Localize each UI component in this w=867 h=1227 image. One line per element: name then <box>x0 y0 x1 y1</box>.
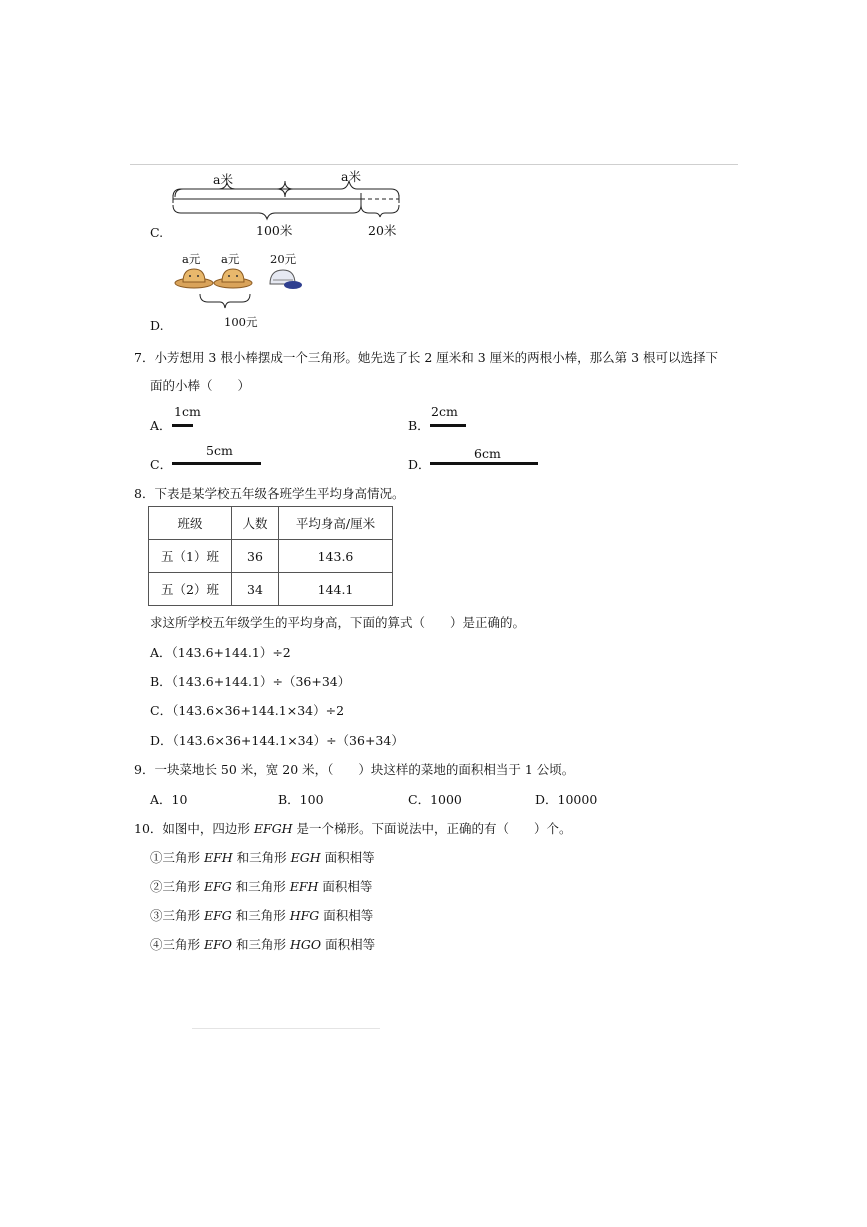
stick-1cm <box>172 424 193 427</box>
stick-6cm <box>430 462 538 465</box>
triangle-name: EFH <box>203 850 233 865</box>
statement-mid: 和三角形 <box>231 879 290 894</box>
total-brace <box>196 292 256 312</box>
triangle-name: EGH <box>290 850 321 865</box>
q10-statement <box>150 906 373 924</box>
q9-option-d[interactable]: D．10000 <box>535 792 598 807</box>
stick-5cm <box>172 462 261 465</box>
q8-option-d[interactable]: D．（143.6×36+144.1×34）÷（36+34） <box>150 733 404 748</box>
q10-statement <box>150 848 375 866</box>
table-cell: 36 <box>232 540 279 573</box>
bottom-label-1: 100米 <box>256 223 293 238</box>
statement-mid: 和三角形 <box>232 850 291 865</box>
header-cell: 班级 <box>149 507 232 540</box>
triangle-name: EFH <box>289 879 319 894</box>
q7-option-b-letter[interactable]: B． <box>408 418 430 433</box>
footer-rule <box>192 1028 380 1029</box>
top-label-2: a米 <box>341 169 361 184</box>
statement-prefix: ①三角形 <box>150 850 204 865</box>
q10-shape-name: EFGH <box>253 821 293 836</box>
triangle-name: EFO <box>203 937 233 952</box>
header-cell: 人数 <box>232 507 279 540</box>
top-label-1: a米 <box>213 172 233 187</box>
q10-stem-suffix: 是一个梯形。下面说法中，正确的有（ ）个。 <box>292 821 572 836</box>
table-cell: 143.6 <box>279 540 393 573</box>
table-header-row <box>149 507 393 540</box>
statement-prefix: ③三角形 <box>150 908 204 923</box>
triangle-name: EFG <box>203 908 232 923</box>
q7-stem-line1: 7．小芳想用 3 根小棒摆成一个三角形。她先选了长 2 厘米和 3 厘米的两根小棒，那么第 3 根可以选择下 <box>134 350 719 365</box>
table-row <box>149 573 393 606</box>
statement-mid: 和三角形 <box>232 937 290 952</box>
q9-option-a[interactable]: A．10 <box>150 792 188 807</box>
table-cell: 五（2）班 <box>149 573 232 606</box>
statement-end: 面积相等 <box>321 937 376 952</box>
stick-2cm <box>430 424 466 427</box>
q9-option-c[interactable]: C．1000 <box>408 792 462 807</box>
bottom-label-2: 20米 <box>368 223 397 238</box>
q9-stem: 9．一块菜地长 50 米，宽 20 米，（ ）块这样的菜地的面积相当于 1 公顷。 <box>134 762 575 777</box>
hat-icon <box>174 266 214 290</box>
triangle-name: EFG <box>203 879 232 894</box>
q8-option-a[interactable]: A．（143.6+144.1）÷2 <box>150 645 291 660</box>
statement-end: 面积相等 <box>318 879 373 894</box>
triangle-name: HGO <box>289 937 322 952</box>
total-label: 100元 <box>224 315 258 329</box>
statement-mid: 和三角形 <box>231 908 290 923</box>
statement-prefix: ④三角形 <box>150 937 204 952</box>
q8-stem: 8．下表是某学校五年级各班学生平均身高情况。 <box>134 486 405 501</box>
q9-option-b[interactable]: B．100 <box>278 792 324 807</box>
option-c-letter: C. <box>150 225 164 240</box>
statement-end: 面积相等 <box>319 908 374 923</box>
q7-option-d-letter[interactable]: D． <box>408 457 431 472</box>
q10-statement <box>150 877 372 895</box>
price-label-2: a元 <box>221 252 240 266</box>
q7-stem-line2: 面的小棒（ ） <box>150 378 251 393</box>
header-cell: 平均身高/厘米 <box>279 507 393 540</box>
q8-option-b[interactable]: B．（143.6+144.1）÷（36+34） <box>150 674 351 689</box>
option-d-letter: D. <box>150 318 164 333</box>
triangle-name: HFG <box>289 908 320 923</box>
statement-end: 面积相等 <box>320 850 375 865</box>
table-cell: 五（1）班 <box>149 540 232 573</box>
q7-option-a-length: 1cm <box>174 404 201 419</box>
q8-question: 求这所学校五年级学生的平均身高，下面的算式（ ）是正确的。 <box>150 615 526 630</box>
q8-option-c[interactable]: C．（143.6×36+144.1×34）÷2 <box>150 703 345 718</box>
q10-statement <box>150 935 375 953</box>
q7-option-c-length: 5cm <box>206 443 233 458</box>
statement-prefix: ②三角形 <box>150 879 204 894</box>
q7-option-b-length: 2cm <box>431 404 458 419</box>
hat-icon <box>213 266 253 290</box>
cap-icon <box>267 266 303 292</box>
table-row <box>149 540 393 573</box>
table-cell: 34 <box>232 573 279 606</box>
price-label-1: a元 <box>182 252 201 266</box>
q7-option-d-length: 6cm <box>474 446 501 461</box>
q7-option-c-letter[interactable]: C． <box>150 457 173 472</box>
height-table <box>148 506 393 606</box>
q10-stem-prefix: 10．如图中，四边形 <box>134 821 254 836</box>
q7-option-a-letter[interactable]: A． <box>150 418 172 433</box>
q10-stem <box>134 819 572 837</box>
table-cell: 144.1 <box>279 573 393 606</box>
price-label-3: 20元 <box>270 252 297 266</box>
